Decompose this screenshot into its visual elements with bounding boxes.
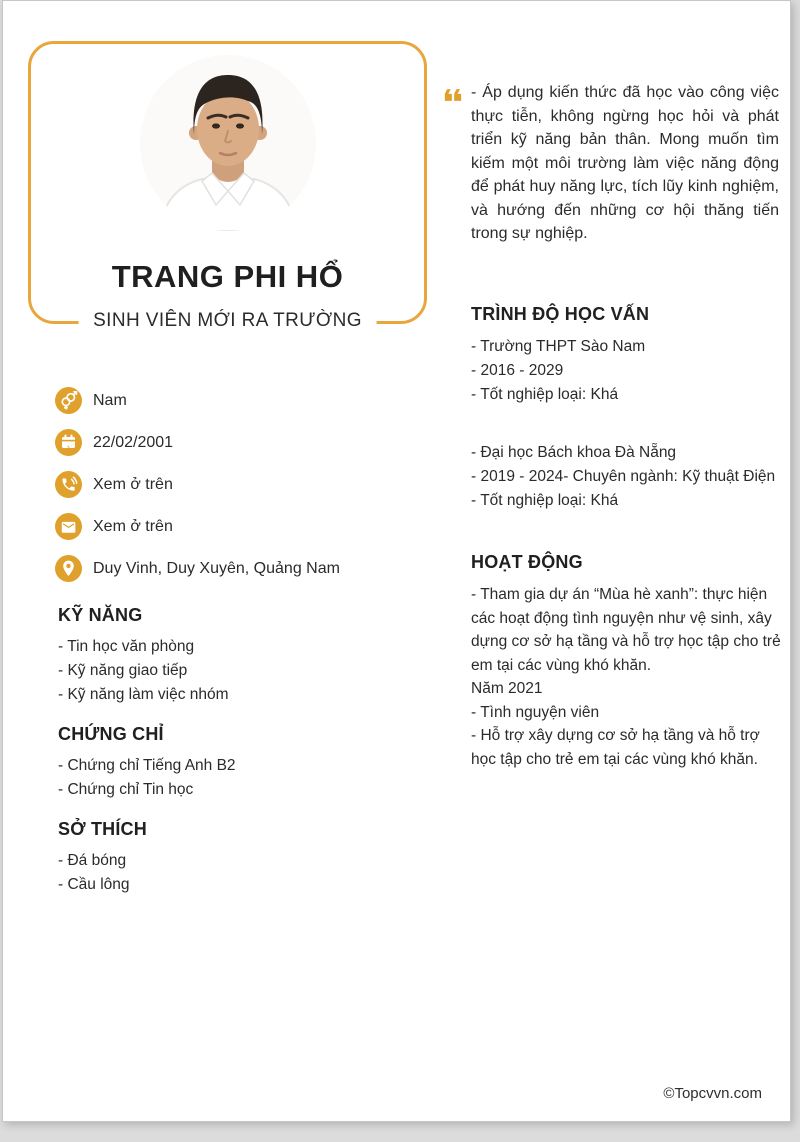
contact-list	[55, 387, 340, 597]
footer-credit: ©Topcvvn.com	[663, 1085, 762, 1102]
candidate-name: TRANG PHI HỔ	[111, 259, 344, 294]
activities-heading: HOẠT ĐỘNG	[471, 552, 583, 572]
skill-item: - Kỹ năng làm việc nhóm	[58, 686, 229, 703]
contact-email-label: Xem ở trên	[93, 517, 173, 535]
education-line: - Tốt nghiệp loại: Khá	[471, 492, 619, 509]
profile-frame	[28, 41, 427, 331]
hobby-item: - Cầu lông	[58, 876, 130, 893]
contact-address-label: Duy Vinh, Duy Xuyên, Quảng Nam	[93, 559, 340, 577]
phone-icon	[55, 471, 82, 498]
education-line: - Trường THPT Sào Nam	[471, 338, 646, 355]
left-sections	[58, 605, 428, 914]
contact-row-phone	[55, 471, 340, 498]
contact-birthdate-label: 22/02/2001	[93, 433, 174, 451]
cv-page	[2, 0, 791, 1122]
education-heading: TRÌNH ĐỘ HỌC VẤN	[471, 304, 650, 324]
education-block-1	[471, 335, 786, 407]
activity-line: - Hỗ trợ xây dựng cơ sở hạ tầng và hỗ trợ học tập cho trẻ em tại các vùng khó khăn.	[471, 727, 760, 768]
hobbies-section	[58, 819, 428, 897]
hobbies-heading: SỞ THÍCH	[58, 819, 147, 839]
education-line: - Đại học Bách khoa Đà Nẵng	[471, 444, 677, 461]
activities-section	[471, 552, 784, 771]
education-block-2	[471, 441, 786, 513]
skills-section	[58, 605, 428, 707]
location-icon	[55, 555, 82, 582]
activity-line: Năm 2021	[471, 680, 543, 697]
certificates-section	[58, 724, 428, 802]
certificate-item: - Chứng chỉ Tin học	[58, 781, 194, 798]
contact-row-gender	[55, 387, 340, 414]
objective-text: - Áp dụng kiến thức đã học vào công việc thực tiễn, không ngừng học hỏi và phát triển kỹ năng bản thân. Mong muốn tìm kiếm một môi trường làm việc năng động để phát huy năng lực, tích lũy kinh nghiệm, và hướng đến những cơ hội thăng tiến trong sự nghiệp.	[471, 84, 779, 242]
contact-gender-label: Nam	[93, 391, 127, 409]
objective-section	[438, 81, 779, 246]
certificate-item: - Chứng chỉ Tiếng Anh B2	[58, 757, 236, 774]
profile-photo	[140, 55, 316, 231]
email-icon	[55, 513, 82, 540]
contact-row-birthdate	[55, 429, 340, 456]
portrait-illustration	[140, 55, 316, 231]
education-section	[471, 304, 786, 513]
activity-line: - Tình nguyện viên	[471, 703, 600, 721]
skill-item: - Kỹ năng giao tiếp	[58, 662, 188, 679]
gender-icon	[55, 387, 82, 414]
skill-item: - Tin học văn phòng	[58, 638, 195, 655]
contact-row-email	[55, 513, 340, 540]
certificates-heading: CHỨNG CHỈ	[58, 724, 164, 744]
education-line: - 2019 - 2024- Chuyên ngành: Kỹ thuật Điện	[471, 468, 776, 485]
activity-line: - Tham gia dự án “Mùa hè xanh”: thực hiện các hoạt động tình nguyện như vệ sinh, xây dựng cơ sở hạ tầng và hỗ trợ học tập cho trẻ em tại các vùng khó khăn.	[471, 586, 781, 674]
hobby-item: - Đá bóng	[58, 852, 127, 869]
calendar-icon	[55, 429, 82, 456]
skills-heading: KỸ NĂNG	[58, 605, 143, 625]
contact-row-address	[55, 555, 340, 582]
education-line: - 2016 - 2029	[471, 362, 564, 379]
education-line: - Tốt nghiệp loại: Khá	[471, 386, 619, 403]
quote-icon	[438, 81, 468, 109]
candidate-title: SINH VIÊN MỚI RA TRƯỜNG	[78, 305, 377, 337]
contact-phone-label: Xem ở trên	[93, 475, 173, 493]
